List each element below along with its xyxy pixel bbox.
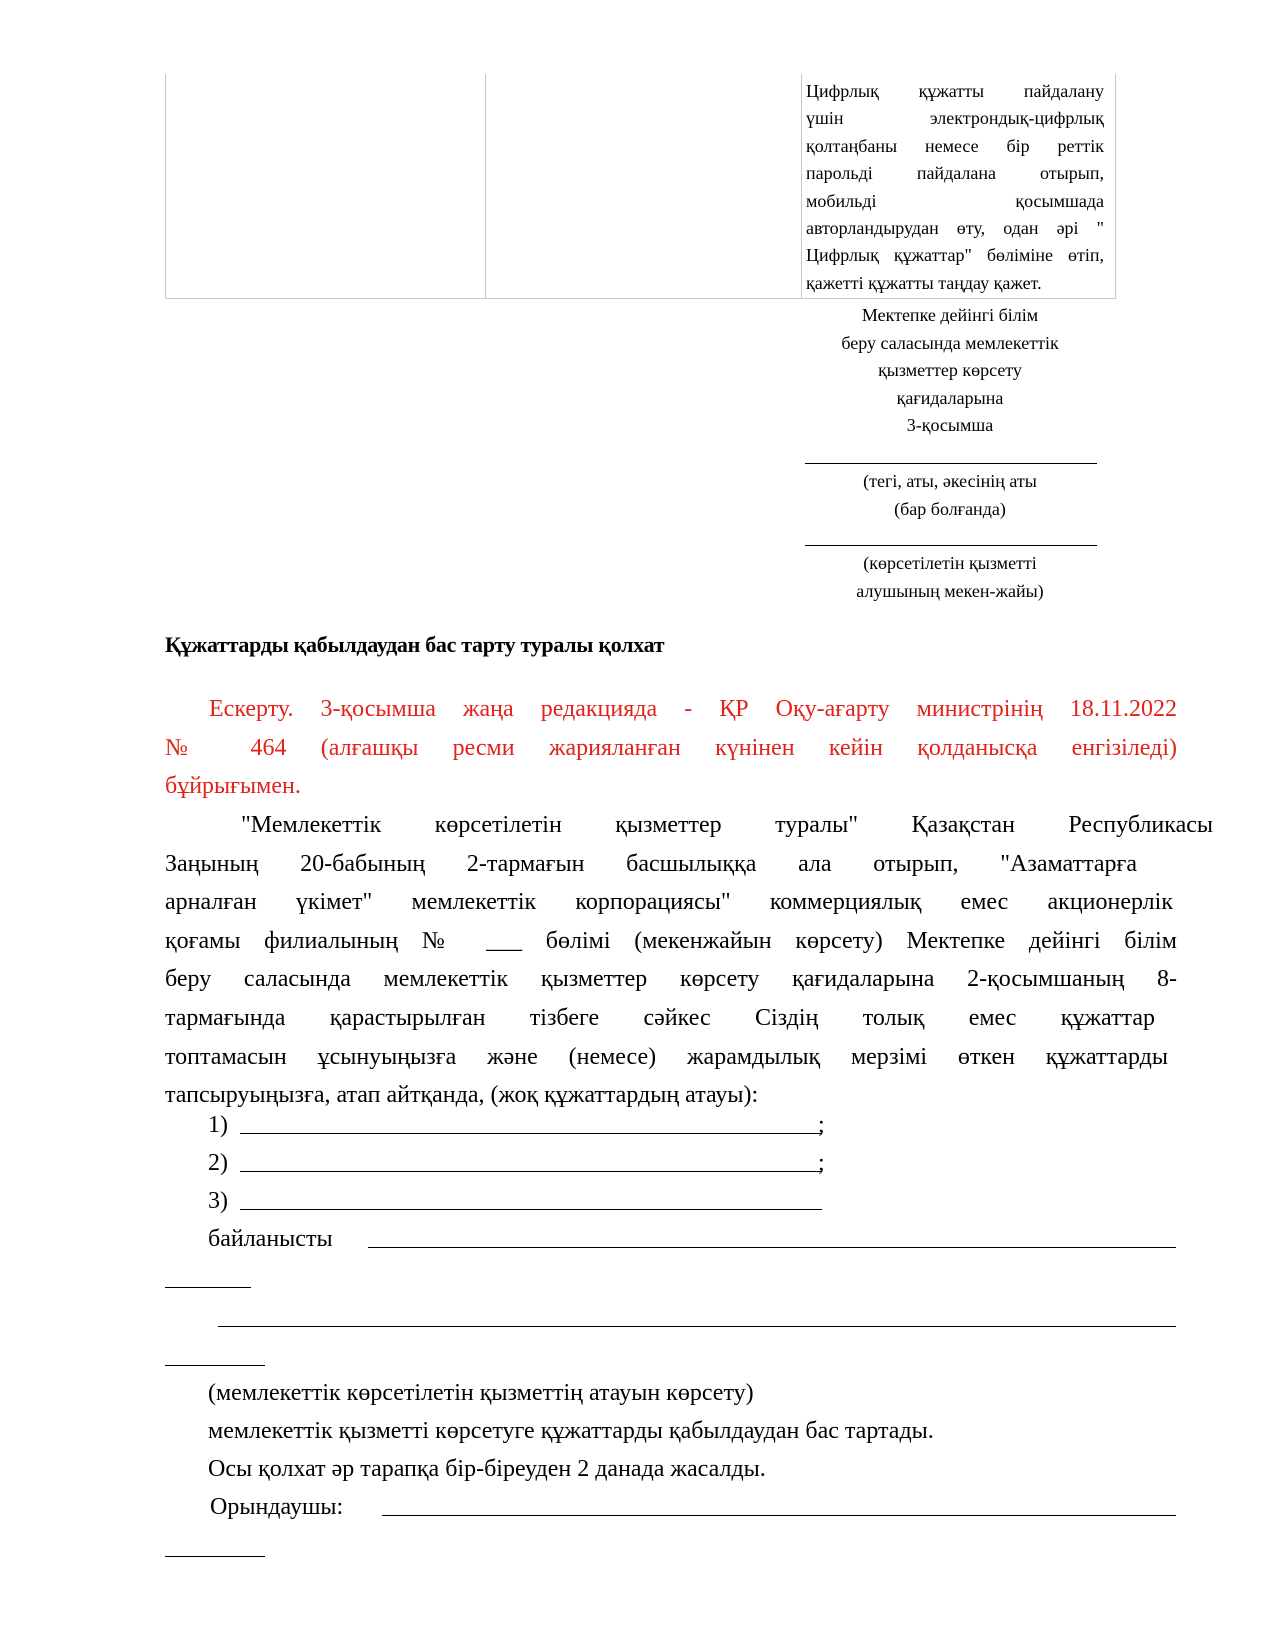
service-name-field[interactable] xyxy=(218,1326,1176,1327)
amendment-note xyxy=(165,690,1177,806)
body-line: тармағында қарастырылған тізбеге сәйкес Сіздің толық емес құжаттар xyxy=(165,1004,1155,1031)
service-name-field-continuation[interactable] xyxy=(165,1365,265,1366)
cell-line: қажетті құжатты таңдау қажет. xyxy=(806,272,1042,293)
table-cell-instructions xyxy=(806,78,1104,297)
address-caption-line: алушының мекен-жайы) xyxy=(856,580,1044,601)
related-reason-field[interactable] xyxy=(368,1247,1176,1248)
table-border-right xyxy=(1115,74,1116,298)
executor-field[interactable] xyxy=(382,1515,1176,1516)
table-border-col1 xyxy=(485,74,486,298)
document-title: Құжаттарды қабылдаудан бас тарту туралы қолхат xyxy=(165,632,665,657)
note-line[interactable]: № 464 (алғашқы ресми жарияланған күнінен кейін қолданысқа енгізіледі) xyxy=(165,734,1177,761)
list-number-1: 1) xyxy=(208,1112,228,1138)
cell-line: авторландырудан өту, одан әрі " xyxy=(806,218,1104,239)
appendix-line: беру саласында мемлекеттік xyxy=(841,332,1059,353)
missing-document-3-field[interactable] xyxy=(240,1209,822,1210)
cell-line: парольді пайдалана отырып, xyxy=(806,163,1104,184)
name-blank-line[interactable] xyxy=(805,463,1097,464)
missing-document-2-field[interactable] xyxy=(240,1171,822,1172)
executor-label: Орындаушы: xyxy=(210,1494,344,1520)
body-line: беру саласында мемлекеттік қызметтер көрсету қағидаларына 2-қосымшаның 8- xyxy=(165,966,1177,993)
related-reason-field-continuation[interactable] xyxy=(165,1287,251,1288)
address-blank-line[interactable] xyxy=(805,545,1097,546)
appendix-line: қағидаларына xyxy=(896,387,1004,408)
copies-statement: Осы қолхат әр тарапқа бір-біреуден 2 данада жасалды. xyxy=(208,1456,766,1482)
note-line[interactable]: бұйрығымен. xyxy=(165,773,301,799)
body-line: Заңының 20-бабының 2-тармағын басшылыққа ала отырып, "Азаматтарға xyxy=(165,850,1137,877)
note-line[interactable]: Ескерту. 3-қосымша жаңа редакцияда - ҚР Оқу-ағарту министрінің 18.11.2022 xyxy=(209,696,1177,722)
cell-line: үшін электрондық-цифрлық xyxy=(806,108,1104,129)
service-caption: (мемлекеттік көрсетілетін қызметтің атауын көрсету) xyxy=(208,1380,754,1406)
name-caption xyxy=(800,468,1100,523)
address-caption xyxy=(800,550,1100,605)
name-caption-line: (бар болғанда) xyxy=(894,498,1006,519)
body-line: топтамасын ұсынуыңызға және (немесе) жарамдылық мерзімі өткен құжаттарды xyxy=(165,1043,1168,1070)
list-semicolon-1: ; xyxy=(818,1112,825,1138)
appendix-line: қызметтер көрсету xyxy=(878,360,1022,380)
list-number-2: 2) xyxy=(208,1150,228,1176)
cell-line: Цифрлық құжаттар" бөліміне өтіп, xyxy=(806,245,1104,266)
executor-field-continuation[interactable] xyxy=(165,1556,265,1557)
list-number-3: 3) xyxy=(208,1188,228,1214)
body-line: тапсыруыңызға, атап айтқанда, (жоқ құжаттардың атауы): xyxy=(165,1082,759,1109)
appendix-line: 3-қосымша xyxy=(906,415,994,435)
appendix-line: Мектепке дейінгі білім xyxy=(861,305,1039,325)
related-label: байланысты xyxy=(208,1226,333,1252)
body-line: қоғамы филиалының № ___ бөлімі (мекенжайын көрсету) Мектепке дейінгі білім xyxy=(165,927,1177,954)
table-border-col2 xyxy=(801,74,802,298)
body-line: арналған үкімет" мемлекеттік корпорациясы" коммерциялық емес акционерлік xyxy=(165,889,1173,916)
address-caption-line: (көрсетілетін қызметті xyxy=(863,553,1037,573)
table-border-left xyxy=(165,74,166,298)
body-paragraph xyxy=(165,806,1213,1115)
refusal-statement: мемлекеттік қызметті көрсетуге құжаттарды қабылдаудан бас тартады. xyxy=(208,1418,934,1444)
missing-document-1-field[interactable] xyxy=(240,1133,822,1134)
list-semicolon-2: ; xyxy=(818,1150,825,1176)
cell-line: Цифрлық құжатты пайдалану xyxy=(806,81,1104,101)
cell-line: қолтаңбаны немесе бір реттік xyxy=(806,135,1104,156)
cell-line: мобильді қосымшада xyxy=(806,190,1104,211)
body-line: "Мемлекеттік көрсетілетін қызметтер туралы" Қазақстан Республикасы xyxy=(241,812,1213,838)
appendix-header xyxy=(800,302,1100,440)
name-caption-line: (тегі, аты, әкесінің аты xyxy=(863,471,1037,491)
